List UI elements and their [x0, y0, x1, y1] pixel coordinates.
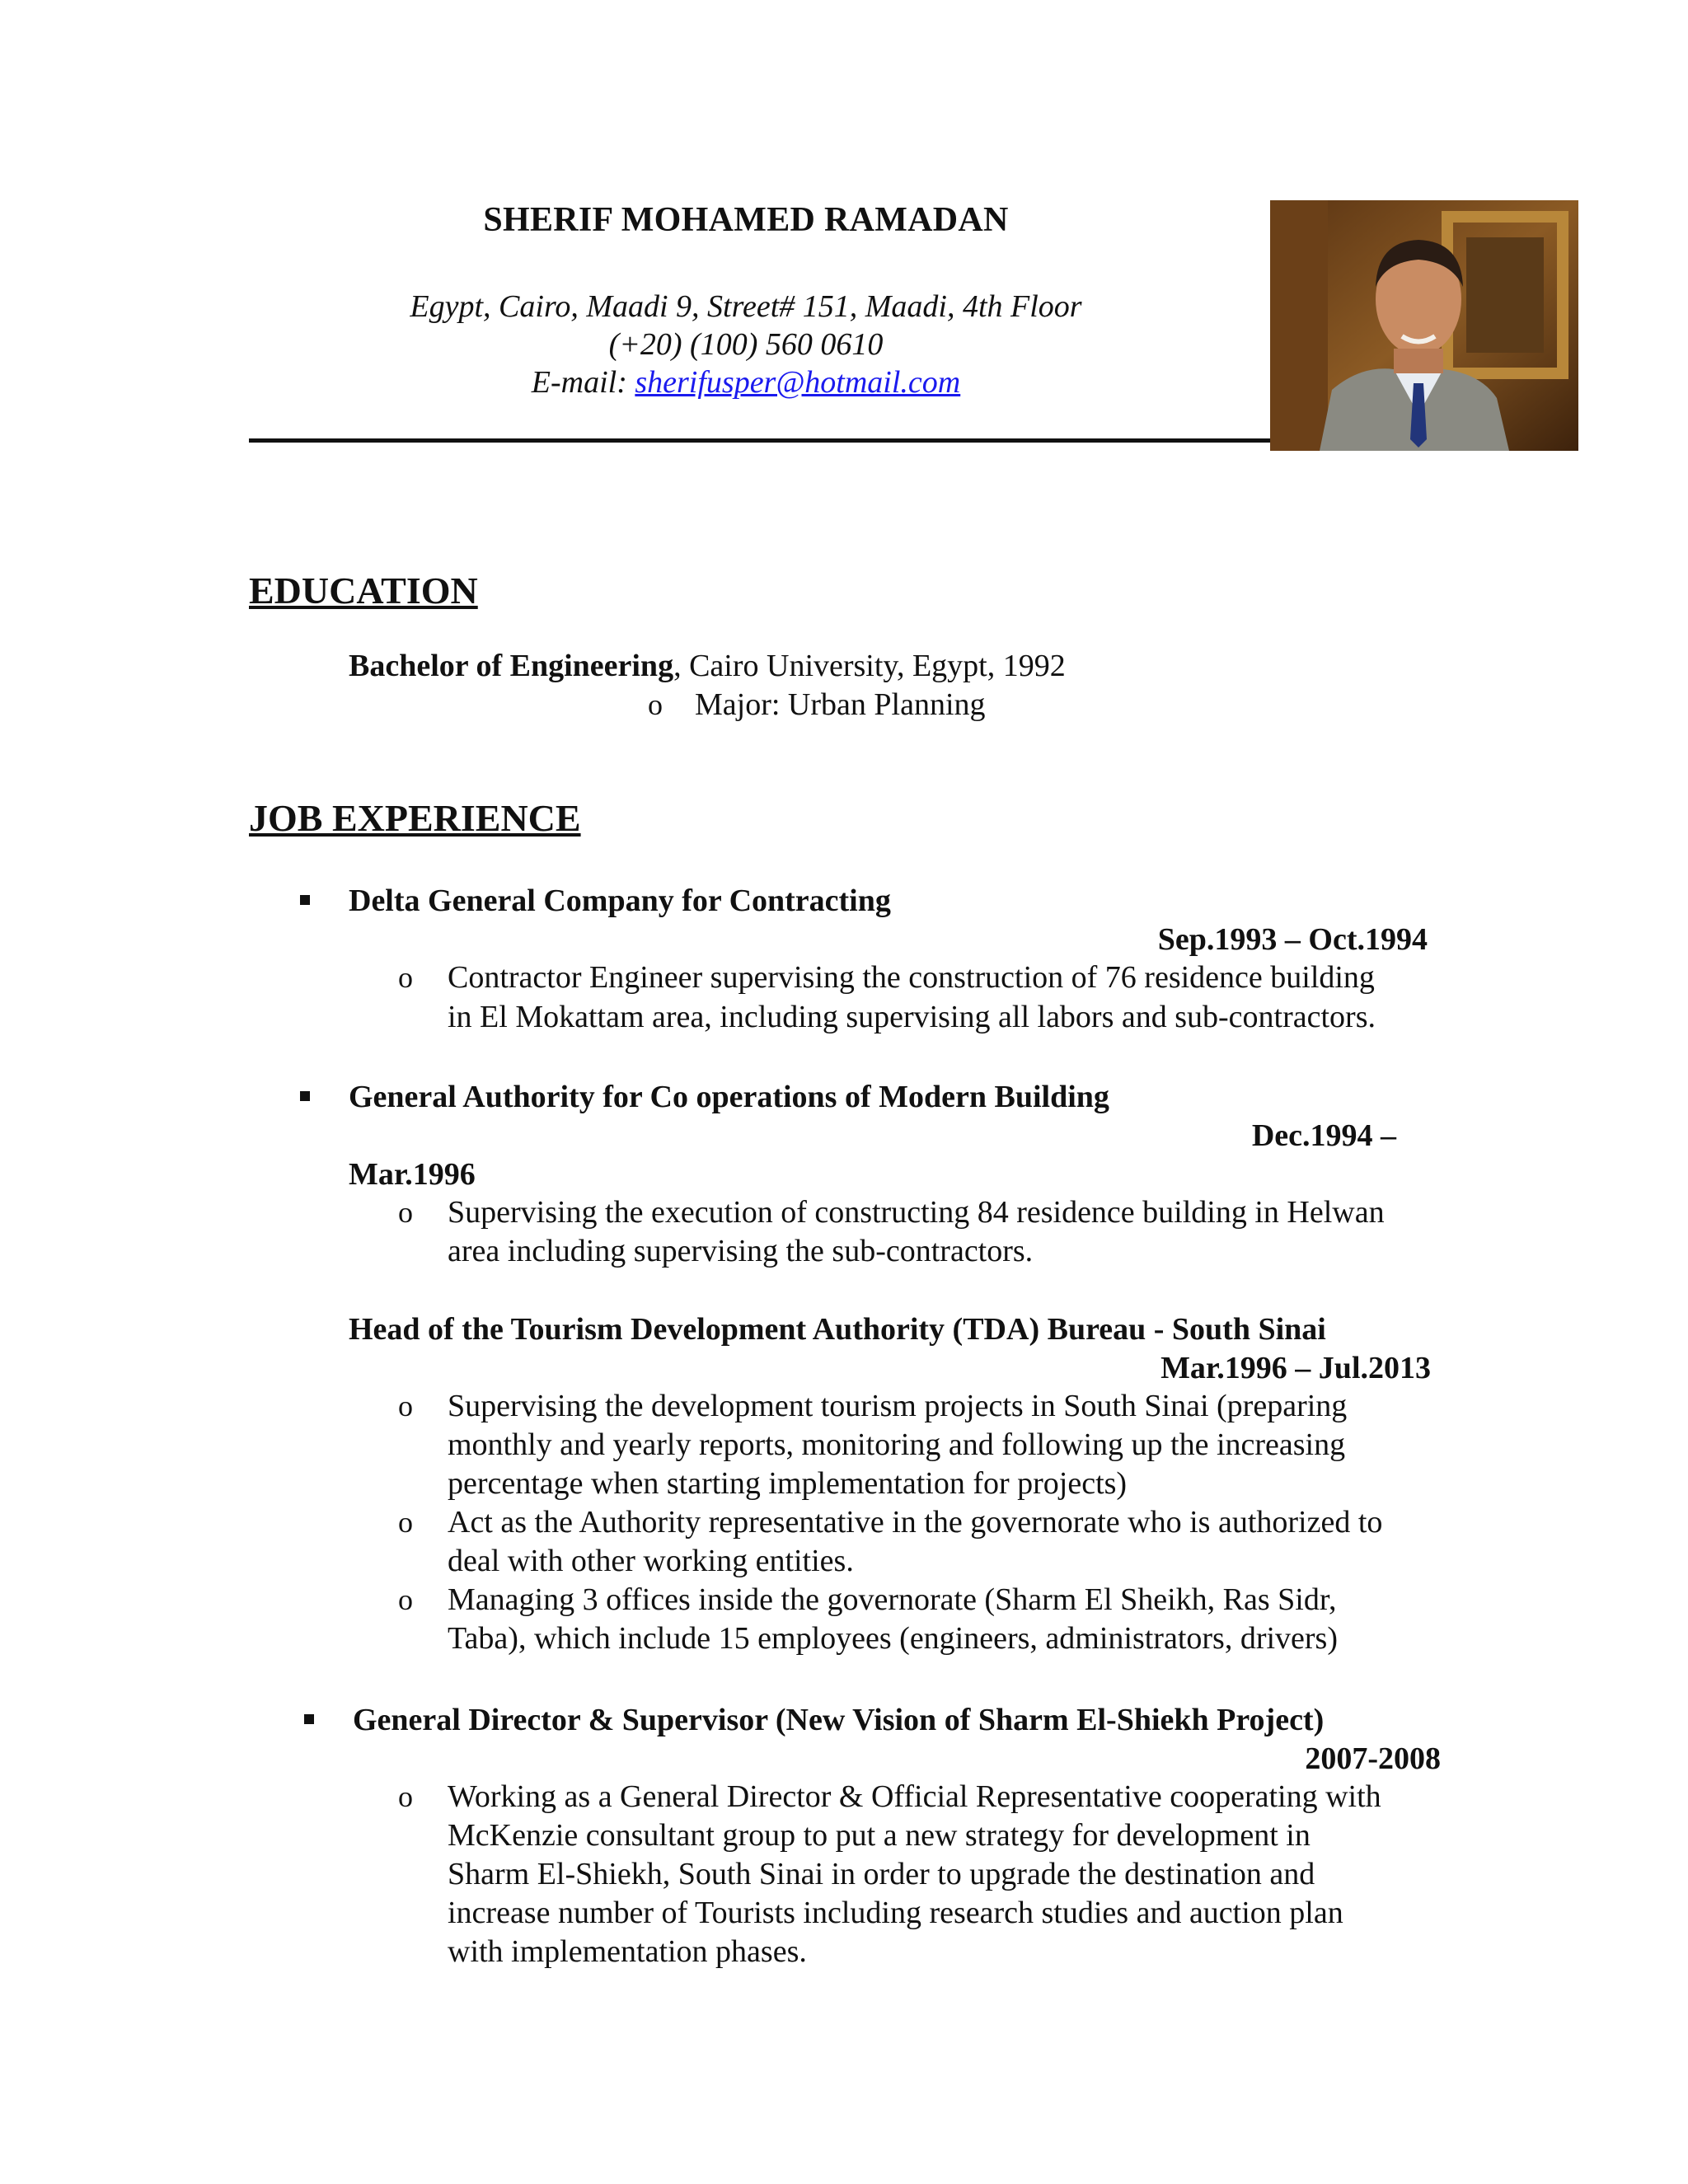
square-bullet-icon — [300, 1091, 310, 1101]
circle-bullet: o — [398, 961, 413, 994]
job-detail-line: Managing 3 offices inside the governorate (Sharm El Sheikh, Ras Sidr, — [448, 1582, 1337, 1617]
profile-photo — [1270, 200, 1578, 451]
job-dates: Mar.1996 – Jul.2013 — [1160, 1351, 1431, 1385]
job-detail-line: Working as a General Director & Official Representative cooperating with — [448, 1779, 1381, 1814]
education-details: , Cairo University, Egypt, 1992 — [673, 649, 1066, 683]
job-detail-line: monthly and yearly reports, monitoring and following up the increasing — [448, 1427, 1346, 1462]
degree: Bachelor of Engineering — [349, 649, 674, 683]
square-bullet-icon — [300, 895, 310, 905]
job-detail-line: increase number of Tourists including research studies and auction plan — [448, 1896, 1343, 1930]
square-bullet-icon — [304, 1714, 314, 1724]
job-detail-line: Supervising the execution of constructing 84 residence building in Helwan — [448, 1195, 1385, 1230]
job-detail-line: McKenzie consultant group to put a new strategy for development in — [448, 1818, 1311, 1853]
circle-bullet: o — [398, 1196, 413, 1229]
job-detail-line: in El Mokattam area, including supervising all labors and sub-contractors. — [448, 1000, 1376, 1034]
job-dates-end: Mar.1996 — [349, 1157, 476, 1192]
job-dates: 2007-2008 — [1305, 1741, 1441, 1776]
job-detail-line: area including supervising the sub-contractors. — [448, 1234, 1034, 1268]
education-bullet: o — [648, 688, 663, 721]
email-link[interactable]: sherifusper@hotmail.com — [635, 365, 961, 400]
phone: (+20) (100) 560 0610 — [608, 327, 884, 362]
job-detail-line: with implementation phases. — [448, 1934, 807, 1969]
candidate-name: SHERIF MOHAMED RAMADAN — [483, 201, 1009, 239]
job-company: General Director & Supervisor (New Vision of Sharm El-Shiekh Project) — [353, 1703, 1325, 1737]
circle-bullet: o — [398, 1780, 413, 1813]
job-detail-line: Sharm El-Shiekh, South Sinai in order to upgrade the destination and — [448, 1857, 1315, 1891]
job-detail-line: Taba), which include 15 employees (engineers, administrators, drivers) — [448, 1621, 1338, 1656]
job-detail-line: deal with other working entities. — [448, 1544, 854, 1578]
education-heading: EDUCATION — [249, 569, 478, 612]
address: Egypt, Cairo, Maadi 9, Street# 151, Maadi, 4th Floor — [410, 289, 1082, 324]
job-dates: Dec.1994 – — [1251, 1118, 1396, 1153]
job-company: Head of the Tourism Development Authority (TDA) Bureau - South Sinai — [349, 1312, 1326, 1347]
job-detail-line: Contractor Engineer supervising the construction of 76 residence building — [448, 960, 1375, 995]
job-dates: Sep.1993 – Oct.1994 — [1157, 922, 1428, 957]
email-line — [247, 363, 1245, 401]
job-company: General Authority for Co operations of Modern Building — [349, 1080, 1109, 1114]
job-company: Delta General Company for Contracting — [349, 883, 891, 918]
email-label: E-mail: — [531, 365, 635, 400]
header-divider — [249, 438, 1271, 443]
education-entry — [349, 647, 1066, 685]
circle-bullet: o — [398, 1506, 413, 1539]
job-detail-line: percentage when starting implementation for projects) — [448, 1466, 1128, 1501]
experience-heading: JOB EXPERIENCE — [249, 797, 581, 839]
education-major: Major: Urban Planning — [695, 687, 986, 722]
circle-bullet: o — [398, 1390, 413, 1422]
job-detail-line: Act as the Authority representative in the governorate who is authorized to — [448, 1505, 1383, 1540]
job-detail-line: Supervising the development tourism projects in South Sinai (preparing — [448, 1389, 1348, 1423]
circle-bullet: o — [398, 1583, 413, 1616]
